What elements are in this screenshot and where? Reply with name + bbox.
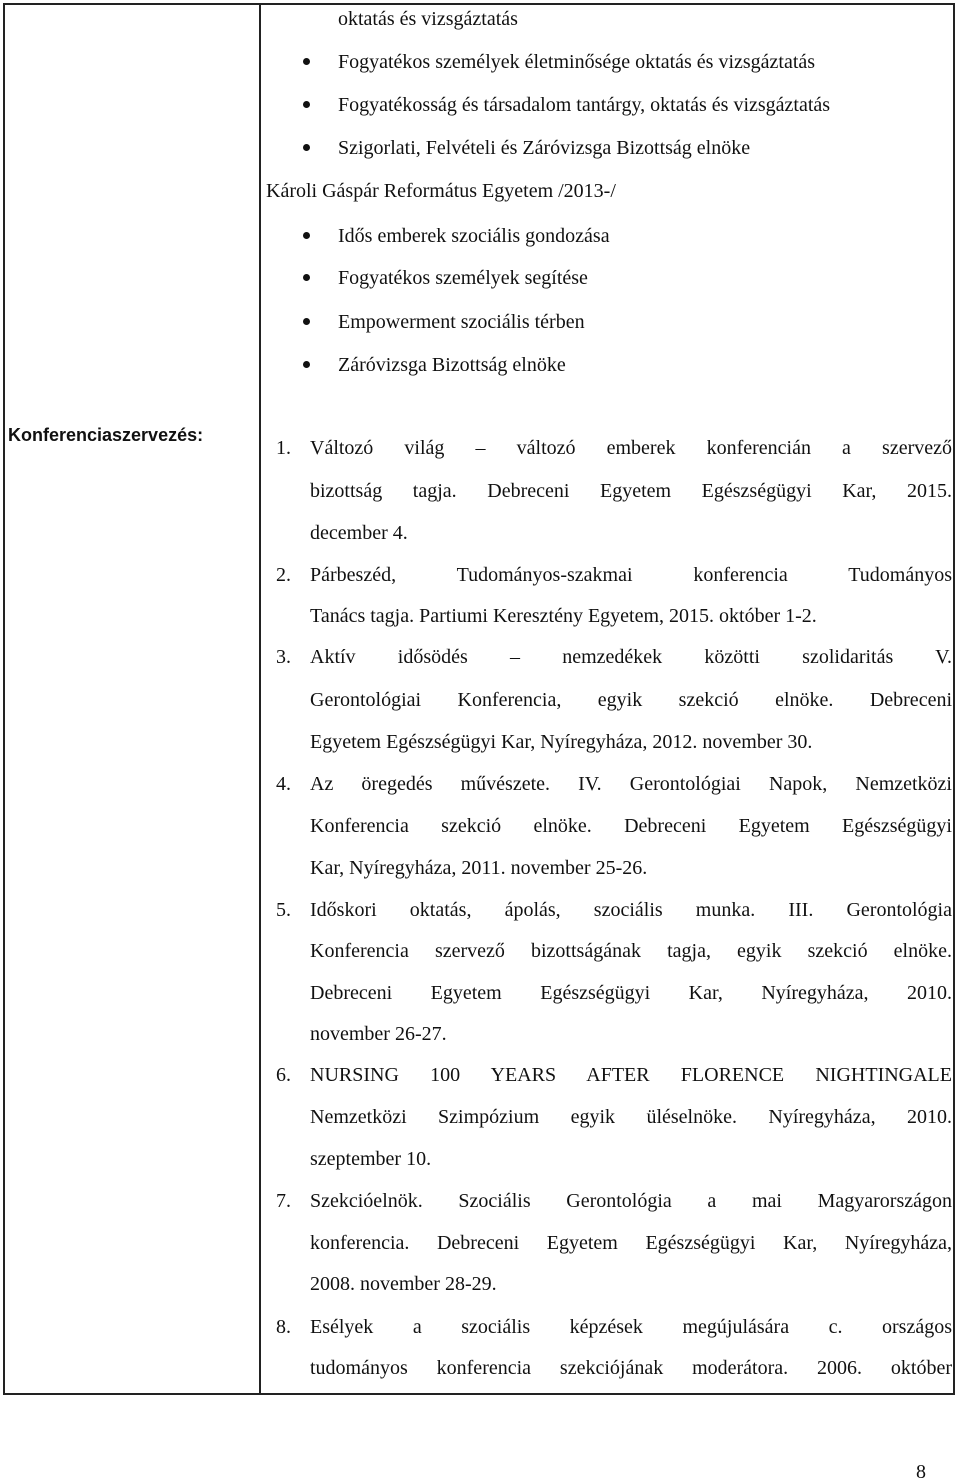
entry-line: Kar, Nyíregyháza, 2011. november 25-26. — [310, 857, 648, 879]
entry-number: 3. — [276, 646, 291, 668]
entry-line: Szekcióelnök. Szociális Gerontológia a mai Magyarországon — [310, 1190, 952, 1212]
entry-line: konferencia. Debreceni Egyetem Egészségügyi Kar, Nyíregyháza, — [310, 1232, 952, 1254]
entry-line: Egyetem Egészségügyi Kar, Nyíregyháza, 2012. november 30. — [310, 731, 813, 753]
university-name: Károli Gáspár Református Egyetem /2013-/ — [266, 180, 616, 202]
entry-number: 1. — [276, 437, 291, 459]
entry-number: 5. — [276, 899, 291, 921]
entry-line: Időskori oktatás, ápolás, szociális munka. III. Gerontológia — [310, 899, 952, 921]
entry-line: Változó világ – változó emberek konferencián a szervező — [310, 437, 952, 459]
education-item: Szigorlati, Felvételi és Záróvizsga Bizottság elnöke — [338, 137, 751, 159]
entry-line: Az öregedés művészete. IV. Gerontológiai Napok, Nemzetközi — [310, 773, 952, 795]
entry-line: Párbeszéd, Tudományos-szakmai konferencia Tudományos — [310, 564, 952, 586]
education-item: Idős emberek szociális gondozása — [338, 225, 610, 247]
bullet-icon — [303, 144, 310, 151]
education-intro-line: oktatás és vizsgáztatás — [338, 8, 518, 30]
education-item: Záróvizsga Bizottság elnöke — [338, 354, 566, 376]
bullet-icon — [303, 101, 310, 108]
entry-line: november 26-27. — [310, 1023, 447, 1045]
entry-number: 2. — [276, 564, 291, 586]
entry-line: bizottság tagja. Debreceni Egyetem Egészségügyi Kar, 2015. — [310, 480, 952, 502]
entry-line: tudományos konferencia szekciójának moderátora. 2006. október — [310, 1357, 952, 1379]
entry-number: 4. — [276, 773, 291, 795]
entry-line: december 4. — [310, 522, 408, 544]
entry-line: 2008. november 28-29. — [310, 1273, 497, 1295]
entry-line: Aktív idősödés – nemzedékek közötti szolidaritás V. — [310, 646, 952, 668]
entry-line: NURSING 100 YEARS AFTER FLORENCE NIGHTINGALE — [310, 1064, 952, 1086]
bullet-icon — [303, 232, 310, 239]
entry-line: szeptember 10. — [310, 1148, 432, 1170]
entry-number: 6. — [276, 1064, 291, 1086]
bullet-icon — [303, 58, 310, 65]
education-item: Empowerment szociális térben — [338, 311, 585, 333]
education-item: Fogyatékosság és társadalom tantárgy, oktatás és vizsgáztatás — [338, 94, 831, 116]
column-divider — [259, 5, 261, 1393]
entry-line: Debreceni Egyetem Egészségügyi Kar, Nyíregyháza, 2010. — [310, 982, 952, 1004]
entry-line: Tanács tagja. Partiumi Keresztény Egyetem, 2015. október 1-2. — [310, 605, 817, 627]
entry-number: 8. — [276, 1316, 291, 1338]
entry-number: 7. — [276, 1190, 291, 1212]
entry-line: Gerontológiai Konferencia, egyik szekció elnöke. Debreceni — [310, 689, 952, 711]
entry-line: Esélyek a szociális képzések megújulására c. országos — [310, 1316, 952, 1338]
education-item: Fogyatékos személyek életminősége oktatás és vizsgáztatás — [338, 51, 816, 73]
bullet-icon — [303, 318, 310, 325]
section-label-conferences: Konferenciaszervezés: — [8, 425, 204, 445]
bullet-icon — [303, 274, 310, 281]
education-item: Fogyatékos személyek segítése — [338, 267, 588, 289]
entry-line: Konferencia szervező bizottságának tagja, egyik szekció elnöke. — [310, 940, 952, 962]
bullet-icon — [303, 361, 310, 368]
entry-line: Nemzetközi Szimpózium egyik üléselnöke. Nyíregyháza, 2010. — [310, 1106, 952, 1128]
entry-line: Konferencia szekció elnöke. Debreceni Egyetem Egészségügyi — [310, 815, 952, 837]
page-number: 8 — [916, 1461, 926, 1483]
